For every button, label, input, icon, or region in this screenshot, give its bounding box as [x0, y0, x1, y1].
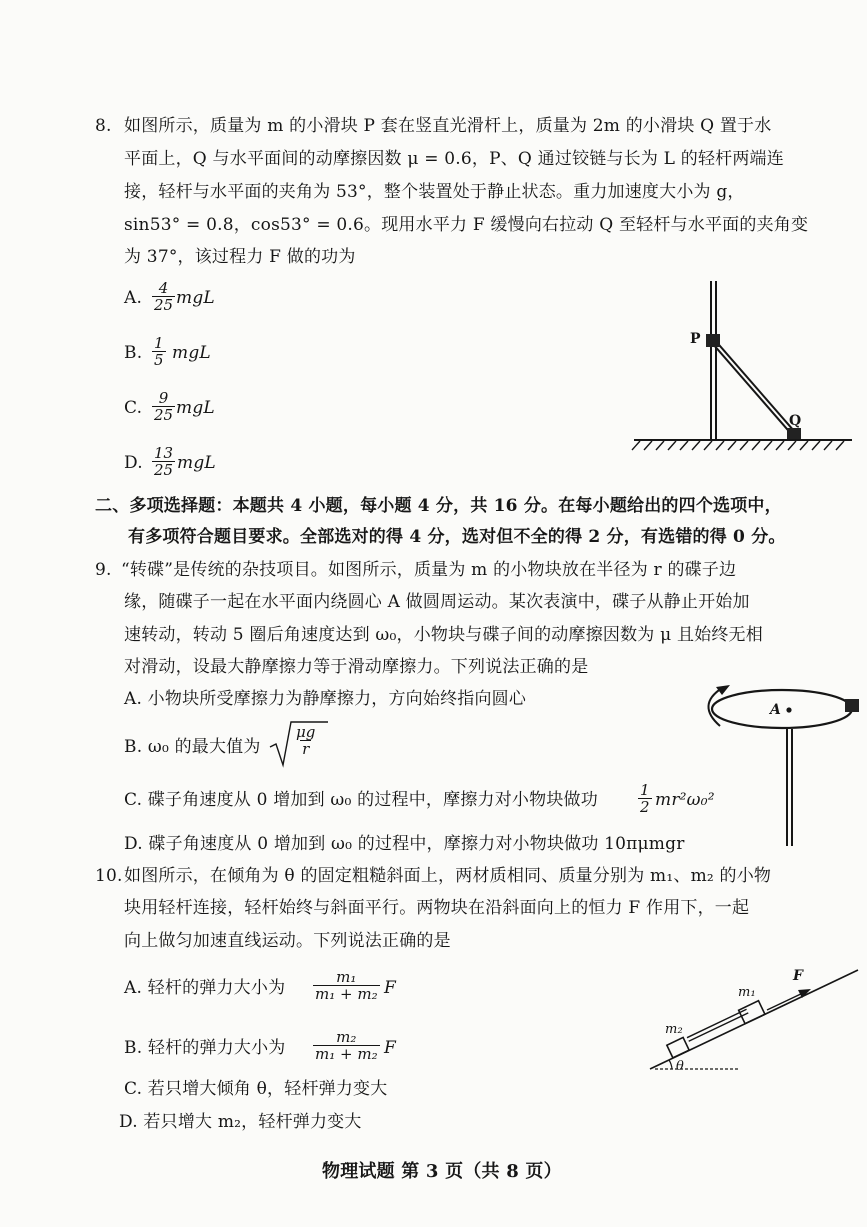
q8-stem-line-2: 平面上，Q 与水平面间的动摩擦因数 μ = 0.6，P、Q 通过铰链与长为 L 的轻杆两端连 — [124, 149, 784, 169]
q10-label-f: F — [793, 968, 804, 984]
q8-stem-line-3: 接，轻杆与水平面的夹角为 53°，整个装置处于静止状态。重力加速度大小为 g， — [124, 182, 745, 202]
q10-option-b-prefix: B. 轻杆的弹力大小为 — [124, 1038, 286, 1058]
q8-option-d-fraction: $\frac{13}{25}$ — [154, 444, 174, 479]
block-m2 — [667, 1037, 689, 1057]
q9-option-c-expr: mr²ω₀² — [655, 790, 715, 810]
q8-number: 8. — [95, 116, 112, 136]
q8-option-a-fraction: $\frac{4}{25}$ — [154, 279, 174, 314]
q9-option-b-prefix: B. ω₀ 的最大值为 — [124, 737, 261, 757]
q10-option-a-fraction: $\frac{\text{m₁}}{\text{m₁ + m₂}}$ — [315, 968, 378, 1003]
q9-option-c-fraction: $\frac{1}{2}$ — [640, 781, 650, 816]
q10-option-b-fraction: $\frac{\text{m₂}}{\text{m₁ + m₂}}$ — [315, 1028, 378, 1063]
q9-number: 9. — [95, 560, 112, 580]
q8-option-d-expr: mgL — [177, 453, 216, 473]
q8-option-c-fraction: $\frac{9}{25}$ — [154, 389, 174, 424]
q10-option-c[interactable]: C. 若只增大倾角 θ，轻杆弹力变大 — [124, 1079, 388, 1099]
q9-stem-line-3: 速转动，转动 5 圈后角速度达到 ω₀，小物块与碟子间的动摩擦因数为 μ 且始终无相 — [124, 625, 763, 645]
q8-stem-line-5: 为 37°，该过程力 F 做的功为 — [124, 247, 356, 267]
q8-label-p: P — [690, 331, 701, 347]
q10-number: 10. — [95, 866, 123, 886]
page-footer: 物理试题 第 3 页（共 8 页） — [322, 1161, 562, 1182]
q8-option-a-expr: mgL — [176, 288, 215, 308]
q9-option-c-prefix: C. 碟子角速度从 0 增加到 ω₀ 的过程中，摩擦力对小物块做功 — [124, 790, 598, 810]
q8-stem-line-4: sin53° = 0.8，cos53° = 0.6。现用水平力 F 缓慢向右拉动 Q 至轻杆与水平面的夹角变 — [124, 215, 809, 235]
q8-option-b-fraction: $\frac{1}{5}$ — [154, 334, 164, 369]
section-2-heading-line-2: 有多项符合题目要求。全部选对的得 4 分，选对但不全的得 2 分，有选错的得 0 分。 — [128, 527, 786, 547]
q10-label-theta: θ — [676, 1059, 685, 1074]
q8-option-c-letter: C. — [124, 398, 143, 418]
q10-option-a-f: F — [384, 978, 396, 998]
q8-option-b-letter: B. — [124, 343, 143, 363]
q9-option-d[interactable]: D. 碟子角速度从 0 增加到 ω₀ 的过程中，摩擦力对小物块做功 10πμmgr — [124, 834, 685, 854]
q9-stem-line-2: 缘，随碟子一起在水平面内绕圆心 A 做圆周运动。某次表演中，碟子从静止开始加 — [124, 592, 750, 612]
q10-stem-line-2: 块用轻杆连接，轻杆始终与斜面平行。两物块在沿斜面向上的恒力 F 作用下，一起 — [124, 898, 750, 918]
force-arrow — [767, 992, 805, 1010]
q8-stem-line-1: 如图所示，质量为 m 的小滑块 P 套在竖直光滑杆上，质量为 2m 的小滑块 Q 置于水 — [124, 116, 772, 136]
q10-stem-line-1: 如图所示，在倾角为 θ 的固定粗糙斜面上，两材质相同、质量分别为 m₁、m₂ 的小物 — [124, 866, 772, 886]
q9-stem-line-1: “转碟”是传统的杂技项目。如图所示，质量为 m 的小物块放在半径为 r 的碟子边 — [121, 560, 737, 580]
q10-label-m1: m₁ — [738, 985, 756, 1000]
q10-option-a-prefix: A. 轻杆的弹力大小为 — [124, 978, 286, 998]
q9-label-a: A — [770, 702, 782, 718]
q8-option-a-letter: A. — [124, 288, 143, 308]
q10-option-b-f: F — [384, 1038, 396, 1058]
q8-label-q: Q — [789, 413, 802, 429]
q8-option-d-letter: D. — [124, 453, 143, 473]
angle-arc — [669, 1060, 672, 1069]
q10-stem-line-3: 向上做匀加速直线运动。下列说法正确的是 — [124, 931, 451, 951]
q10-label-m2: m₂ — [665, 1022, 683, 1037]
q8-option-b-expr: mgL — [172, 343, 211, 363]
section-2-heading-line-1: 二、多项选择题：本题共 4 小题，每小题 4 分，共 16 分。在每小题给出的四个选项中， — [95, 496, 782, 516]
q10-option-d[interactable]: D. 若只增大 m₂，轻杆弹力变大 — [119, 1112, 362, 1132]
q8-option-c-expr: mgL — [176, 398, 215, 418]
block-m1 — [739, 1001, 765, 1024]
q9-stem-line-4: 对滑动，设最大静摩擦力等于滑动摩擦力。下列说法正确的是 — [124, 657, 589, 677]
q9-option-a[interactable]: A. 小物块所受摩擦力为静摩擦力，方向始终指向圆心 — [124, 689, 527, 709]
q9-option-b-fraction: $\frac{\mu g}{r}$ — [296, 723, 316, 758]
